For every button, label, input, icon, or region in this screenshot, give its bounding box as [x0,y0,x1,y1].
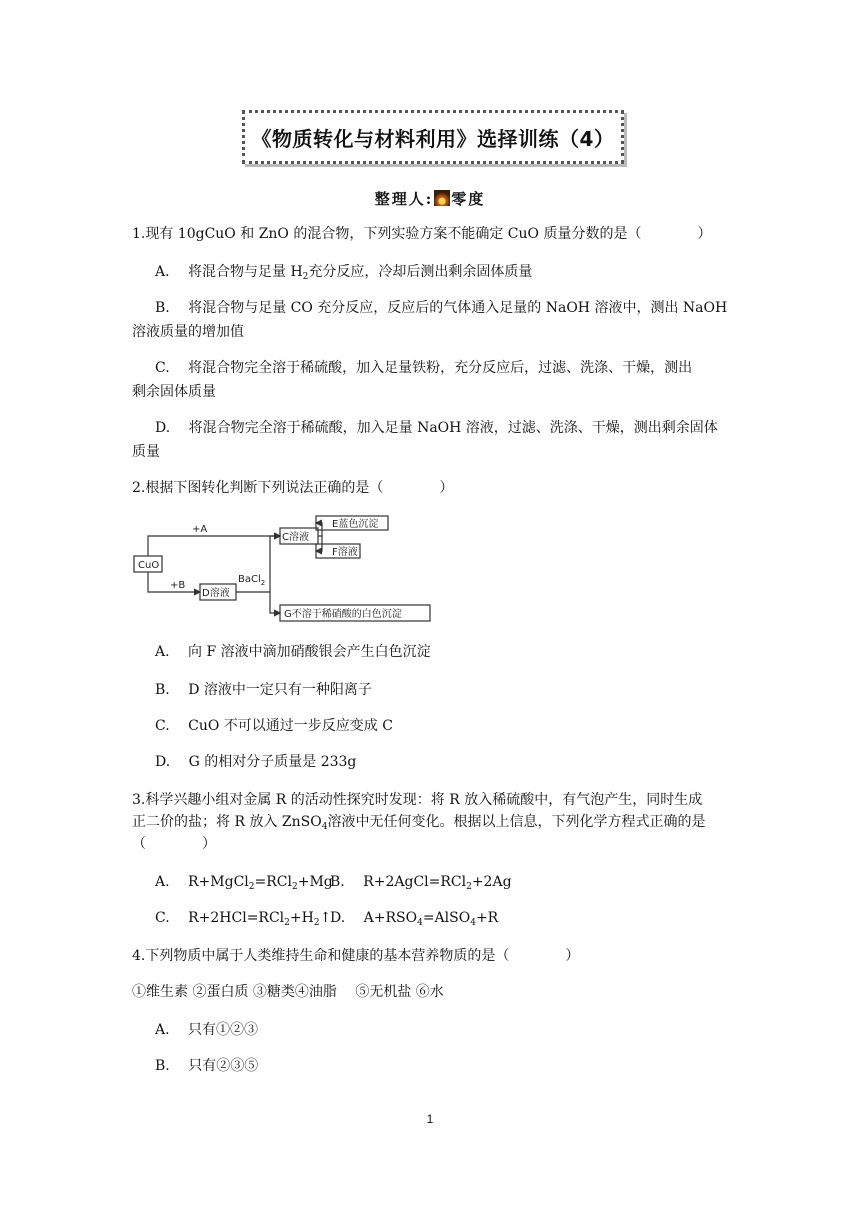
q3-stem-line2: 正二价的盐；将 R 放入 ZnSO$_4$溶液中无任何变化。根据以上信息，下列化学方程式正确的是 [132,814,706,832]
page-number: 1 [426,1112,434,1126]
e-label: E蓝色沉淀 [332,519,379,530]
page-title: 《物质转化与材料利用》选择训练（4） [251,126,615,151]
q1-option-c-line2: 剩余固体质量 [132,384,216,400]
q1-option-c-line1: C. 将混合物完全溶于稀硫酸，加入足量铁粉，充分反应后，过滤、洗涤、干燥，测出 [155,360,693,376]
q3-option-d: D. $A+RSO_4=AlSO_4+R$ [330,910,499,928]
q3-stem-line1: 3.科学兴趣小组对金属 R 的活动性探究时发现：将 R 放入稀硫酸中，有气泡产生，同时生成 [132,792,703,808]
q1-option-b-line2: 溶液质量的增加值 [132,324,244,340]
q2-option-b: B. D 溶液中一定只有一种阳离子 [155,682,372,698]
q3-option-c: C. $R+2HCl=RCl_2+H_2↑$ [155,910,332,928]
q2-stem: 2.根据下图转化判断下列说法正确的是（ ） [132,480,454,496]
q1-option-b-line1: B. 将混合物与足量 CO 充分反应，反应后的气体通入足量的 NaOH 溶液中，测出 NaOH [155,300,728,316]
q3-option-a: A. R+MgCl$_2$=RCl$_2$+Mg [155,874,333,892]
bacl2-label: BaCl$_2$ [238,574,266,587]
q2-option-d: D. G 的相对分子质量是 233g [155,754,357,770]
plus-b-label: +B [170,580,186,591]
plus-a-label: +A [192,524,208,535]
sunset-icon [434,190,450,206]
cuo-label: CuO [138,560,160,571]
q1-stem: 1.现有 10gCuO 和 ZnO 的混合物，下列实验方案不能确定 CuO 质量分数的是（ ） [132,226,712,242]
q2-option-c: C. CuO 不可以通过一步反应变成 C [155,718,393,734]
d-label: D溶液 [202,588,230,599]
q4-items: ①维生素 ②蛋白质 ③糖类④油脂 ⑤无机盐 ⑥水 [132,984,444,1000]
q1-option-d-line1: D. 将混合物完全溶于稀硫酸，加入足量 NaOH 溶液，过滤、洗涤、干燥，测出剩余固体 [155,420,718,436]
f-label: F溶液 [332,547,358,558]
q1-option-a: A. 将混合物与足量 $H_2$充分反应，冷却后测出剩余固体质量 [155,264,533,282]
q4-stem: 4.下列物质中属于人类维持生命和健康的基本营养物质的是（ ） [132,948,580,964]
q1-option-d-line2: 质量 [132,444,160,460]
compiler-prefix: 整理人: [374,190,434,208]
compiler-line [0,188,860,209]
q3-option-b: B. R+2AgCl=RCl$_2$+2Ag [330,874,512,892]
title-box [242,110,624,164]
compiler-name: 零度 [451,190,486,208]
q3-stem-line3: （ ） [132,836,216,852]
c-label: C溶液 [282,532,309,543]
q4-option-a: A. 只有①②③ [155,1022,259,1038]
conversion-diagram [130,508,450,628]
g-label: G不溶于稀硝酸的白色沉淀 [284,609,402,620]
q4-option-b: B. 只有②③⑤ [155,1058,259,1074]
q2-option-a: A. 向 F 溶液中滴加硝酸银会产生白色沉淀 [155,644,431,660]
